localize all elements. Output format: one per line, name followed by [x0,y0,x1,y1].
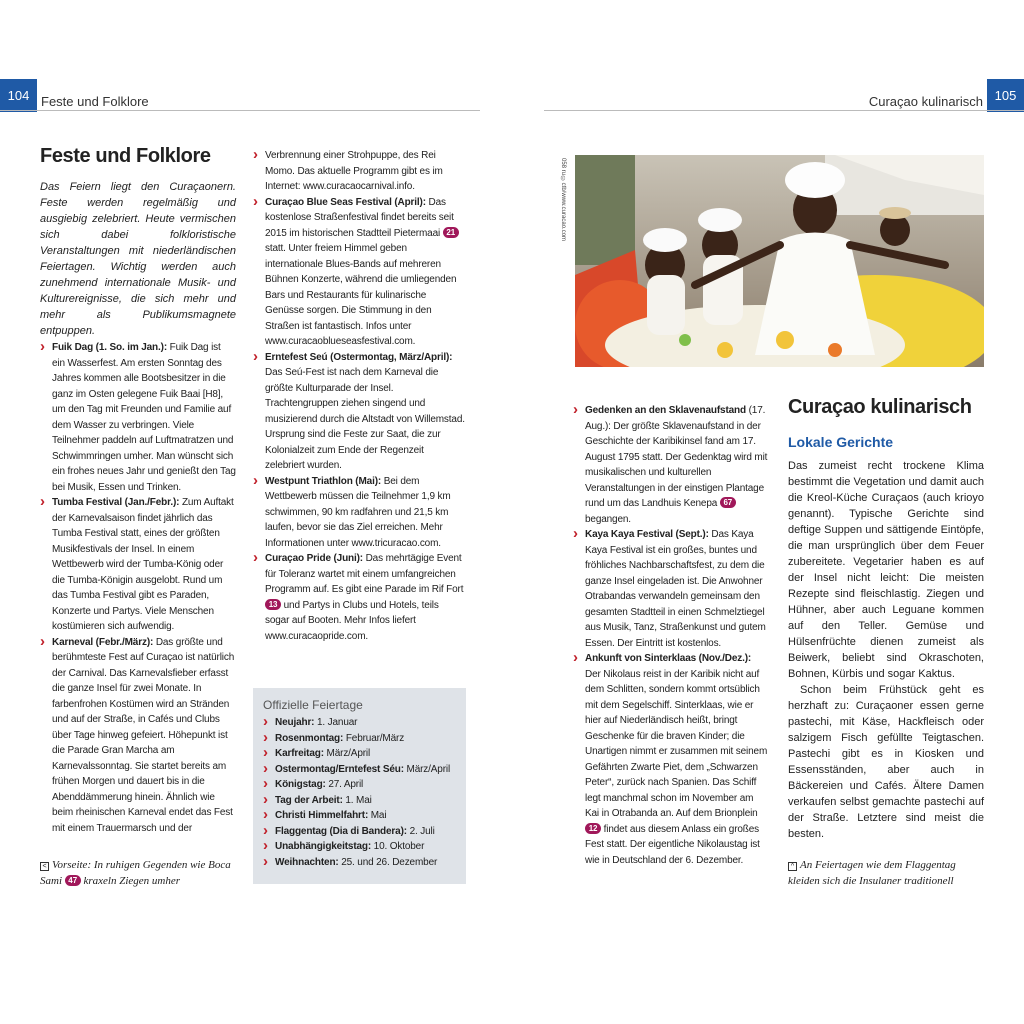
holiday-date: Februar/März [343,732,405,744]
holiday-item [263,731,456,747]
holiday-item [263,746,456,762]
arrow-up-icon: ^ [788,862,797,871]
list-item [40,495,236,635]
culinary-subtitle: Lokale Gerichte [788,434,894,450]
left-column [40,145,236,836]
holiday-name: Tag der Arbeit: [275,794,343,806]
culinary-paragraph: Schon beim Frühstück geht es herzhaft zu: Curaçaoner essen gerne pastechi, mit Käse, Hackfleisch oder salzigem Fisch gefüllte Teigtaschen. Pastechi gibt es in Kiosken und Essensständen, aber auch in Bäckereien und Cafés. Ältere Damen verkaufen selbst gemachte pastechi auf der Straße. Letztere sind meist die besten. [788,684,984,840]
caption-text: Vorseite: In ruhigen Gegenden wie Boca Sami [40,859,231,887]
item-text-end: statt. Unter freiem Himmel geben internationale Blues-Bands auf mehreren Bühnen Konzerte, während die umliegenden Bars und Restaurants für kulinarische Genüsse sorgen. Die Stimmung in den Straßen ist fantastisch. Infos unter www.curacaoblueseasfestival.com. [265,243,457,347]
item-text-end: findet aus diesem Anlass ein großes Fest statt. Der eigentliche Nikolaustag ist wie in Deutschland der 6. Dezember. [585,823,760,866]
item-title: Curaçao Blue Seas Festival (April): [265,196,426,208]
item-text-end: begangen. [585,513,631,525]
holidays-box-title: Offizielle Feiertage [263,698,363,712]
map-pin-badge[interactable]: 13 [265,599,281,610]
holiday-date: Mai [368,810,387,821]
item-text: Bei dem Wettbewerb müssen die Teilnehmer 1,9 km schwimmen, 90 km radfahren und 21,5 km laufen, bevor sie das Ziel erreichen. Mehr Informationen unter www.tricuracao.com. [265,475,451,549]
map-pin-badge[interactable]: 67 [720,497,736,508]
left-running-head: Feste und Folklore [41,94,149,109]
right-header-rule [544,110,1024,111]
section-title: Feste und Folklore [40,145,211,167]
item-text: Das Seú-Fest ist nach dem Karneval die größte Kulturparade der Insel. Trachtengruppen ziehen singend und musizierend durch die Altstadt von Willemstad. Ursprung sind die Feste zur Saat, die zur Kolonialzeit zum Ende der Regenzeit zelebriert wurden. [265,367,465,471]
holiday-item [263,777,456,793]
holiday-item [263,839,456,855]
holiday-date: 27. April [325,779,364,790]
right-events-column [573,403,769,868]
map-pin-badge[interactable]: 12 [585,823,601,834]
right-caption [788,857,984,889]
list-item [40,635,236,837]
holidays-box [253,688,466,884]
culinary-column [788,396,984,842]
list-item [253,474,465,552]
photo-credit: 058 ru ©ctb/www.curacao.com [560,158,566,242]
list-item [253,350,465,474]
right-running-head: Curaçao kulinarisch [868,94,983,109]
event-list [40,340,236,836]
item-title: Curaçao Pride (Juni): [265,553,363,564]
map-pin-badge[interactable]: 47 [65,875,81,886]
festival-photo [575,155,984,367]
holiday-name: Neujahr: [275,717,315,728]
item-text: Das kostenlose Straßenfestival findet bereits seit 2015 im historischen Stadtteil Pietermaai [265,196,454,239]
holiday-item [263,808,456,824]
holiday-date: 2. Juli [406,825,435,837]
item-text: Der Nikolaus reist in der Karibik nicht auf dem Schlitten, sondern kommt ortsüblich mit dem Segelschiff. Sinterklaas, wie er hier auf Niederländisch heißt, bringt Geschenke für die braven Kinder; die Unartigen nimmt er zusammen mit seinem Gefährten Zwarte Piet, dem „Schwarzen Peter“, zurück nach Spanien. Das Schiff legt manchmal schon im November am Kai in Otrabanda an. Auf dem Brionplein [585,668,768,819]
list-item [573,527,769,651]
dancers-illustration [575,155,984,367]
holiday-item [263,855,456,871]
holiday-name: Flaggentag (Dia di Bandera): [275,825,407,837]
map-pin-badge[interactable]: 21 [443,227,459,238]
holiday-date: März/April [323,748,371,759]
item-title: Westpunt Triathlon (Mai): [265,475,382,487]
holiday-name: Unabhängigkeitstag: [275,841,372,852]
culinary-paragraph: Das zumeist recht trockene Klima bestimmt die Vegetation und damit auch die Kreol-Küche Curaçaos (auch krioyo genannt). Typische Gerichte sind deftige Suppen und sättigende Eintöpfe, die man ursprünglich über dem Feuer zubereitete. Vegetarier haben es auf der Insel nicht leicht: Die meisten Rezepte sind fleischlastig. Ziegen und Hühner, aber auch Leguane kommen auf den Teller. Gemüse und Hülsenfrüchte dienen zumeist als Beiwerk, beliebt sind Okraschoten, Bohnen, Kürbis und sogar Kaktus. [788,460,984,680]
holiday-date: 25. und 26. Dezember [338,856,438,868]
list-item [573,403,769,527]
item-text: Das mehrtägige Event für Toleranz wartet mit einem umfangreichen Programm auf. Es gibt eine Parade im Rif Fort [265,553,464,595]
holiday-date: 10. Oktober [371,841,425,852]
item-title: Karneval (Febr./März): [52,636,154,648]
list-item [573,651,769,868]
left-caption [40,857,240,889]
item-text: Das Kaya Kaya Festival ist ein großes, buntes und fröhliches Nachbarschaftsfest, zu dem die ganze Insel eingeladen ist. Die Anwohner Otrabandas verwandeln gemeinsam den gesamten Stadtteil in einen Schmelztiegel aus Musik, Tanz, Straßenkunst und gutem Essen. Der Eintritt ist kostenlos. [585,529,766,649]
holiday-name: Rosenmontag: [275,732,344,744]
item-text: Das größte und berühmteste Fest auf Curaçao ist natürlich der Carnival. Das Karnevalsfieber erfasst die ganze Insel für zwei Monate. In farbenfrohen Kostümen wird an Stränden und auf der Straße, in Cafés und Clubs über Tage hinweg gefeiert. Höhepunkt ist die Parade Gran Marcha am Karnevalssonntag. Sie startet bereits am frühen Morgen und dauert bis in die Abenddämmerung hinein. Ähnlich wie beim rheinischen Karneval endet das Fest mit einem Trauermarsch und der [52,636,235,834]
item-title: Kaya Kaya Festival (Sept.): [585,529,709,540]
arrow-left-icon: < [40,862,49,871]
item-title: Erntefest Seú (Ostermontag, März/April): [265,351,453,363]
holiday-name: Königstag: [275,779,326,790]
holiday-date: März/April [403,763,451,775]
list-item [253,195,465,350]
holiday-name: Weihnachten: [275,856,339,868]
holiday-item [263,793,456,809]
item-text: Verbrennung einer Strohpuppe, des Rei Momo. Das aktuelle Programm gibt es im Internet: www.curacaocarnival.info. [265,150,443,192]
middle-column [253,148,465,644]
culinary-title: Curaçao kulinarisch [788,396,972,418]
item-title: Fuik Dag (1. So. im Jan.): [52,342,168,353]
intro-text: Das Feiern liegt den Curaçaonern. Feste werden regelmäßig und ausgiebig zelebriert. Heute vermischen sich dabei folkloristische Veranstaltungen mit niederländischen Feiertagen. Wichtig werden auch zunehmend internationale Musik- und Kulturereignisse, die sich mehr und mehr als Publikumsmagnete entpuppen. [40,181,236,337]
item-title: Tumba Festival (Jan./Febr.): [52,497,180,508]
item-title: Ankunft von Sinterklaas (Nov./Dez.): [585,653,752,664]
right-page-number: 105 [987,79,1024,112]
item-title: Gedenken an den Sklavenaufstand [585,405,746,416]
item-text: Zum Auftakt der Karnevalsaison findet jährlich das Tumba Festival statt, eines der größten Musikfestivals der Insel. In einem Wettbewerb wird der Tumba-König oder die Tumba-Königin ausgelobt. Rund um das Tumba Festival gibt es Paraden, Konzerte und Partys. Viele Menschen kostümieren sich aufwendig. [52,497,234,632]
item-text: (17. Aug.): Der größte Sklavenaufstand in der Geschichte der Karibikinsel fand am 17. August 1795 statt. Der Gedenktag wird mit musikalischen und kulturellen Veranstaltungen in der einstigen Plantage rund um das Landhuis Kenepa [585,405,768,509]
holiday-date: 1. Mai [342,794,372,806]
caption-text: An Feiertagen wie dem Flaggentag kleiden sich die Insulaner traditionell [788,859,956,887]
holiday-item [263,824,456,840]
list-item [40,340,236,495]
holiday-name: Karfreitag: [275,748,324,759]
holiday-name: Christi Himmelfahrt: [275,810,369,821]
item-text: Fuik Dag ist ein Wasserfest. Am ersten Sonntag des Jahres kommen alle Bootsbesitzer in die ganz im Osten gelegene Fuik Baai [H8], um den Tag mit Freunden und Familie auf dem Wasser zu verbringen. Viele Teilnehmer paddeln auf Luftmatratzen und Schwimmringen umher. Man wünscht sich ein frohes neues Jahr und genießt den Tag bei Musik, Essen und Trinken. [52,342,236,493]
holiday-item [263,715,456,731]
holiday-name: Ostermontag/Erntefest Séu: [275,763,404,775]
left-page-number: 104 [0,79,37,112]
list-item [253,551,465,644]
holiday-item [263,762,456,778]
caption-text-end: kraxeln Ziegen umher [80,875,181,887]
holiday-date: 1. Januar [314,717,358,728]
item-text-end: und Partys in Clubs und Hotels, teils sogar auf Booten. Mehr Infos liefert www.curacaopride.com. [265,599,439,642]
left-header-rule [0,110,480,111]
list-item-continued [253,148,465,195]
